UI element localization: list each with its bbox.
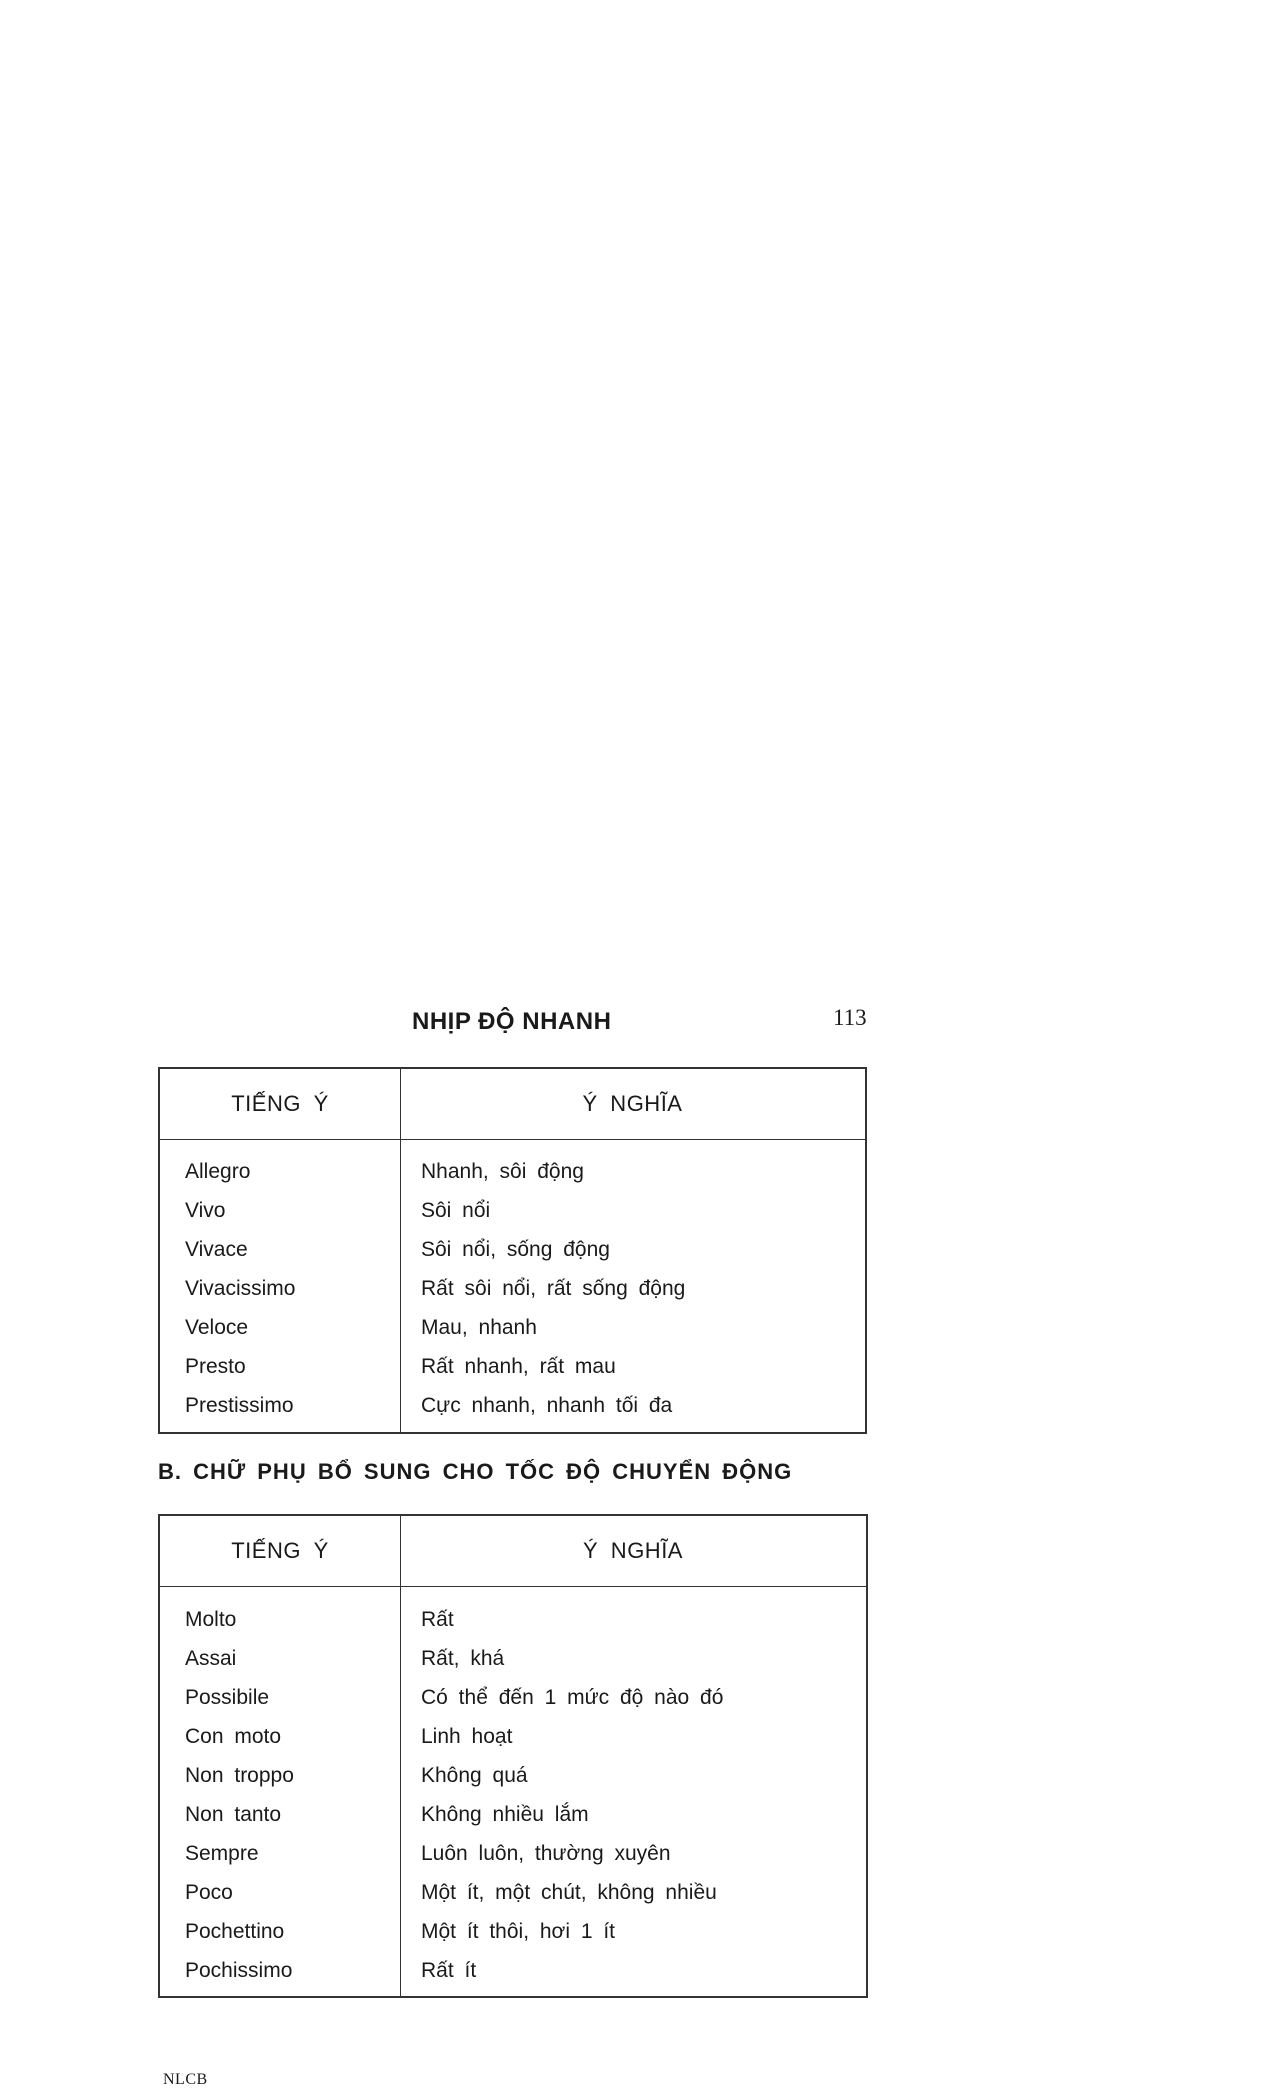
- table-row: [160, 1152, 865, 1191]
- page-title: NHỊP ĐỘ NHANH: [412, 1008, 612, 1035]
- meaning-cell: Sôi nổi: [421, 1198, 491, 1222]
- tempo-table: [158, 1067, 867, 1434]
- table-row: [160, 1951, 866, 1990]
- meaning-cell: Rất nhanh, rất mau: [421, 1354, 616, 1378]
- term-cell: Molto: [185, 1607, 237, 1631]
- header-divider: [160, 1586, 866, 1587]
- meaning-cell: Sôi nổi, sống động: [421, 1237, 610, 1261]
- term-cell: Vivace: [185, 1237, 248, 1261]
- tempo-modifier-table: [158, 1514, 868, 1998]
- term-cell: Poco: [185, 1880, 233, 1904]
- term-cell: Non tanto: [185, 1802, 282, 1826]
- term-cell: Allegro: [185, 1159, 251, 1183]
- header-divider: [160, 1139, 865, 1140]
- term-cell: Presto: [185, 1354, 246, 1378]
- term-cell: Vivo: [185, 1198, 226, 1222]
- meaning-cell: Nhanh, sôi động: [421, 1159, 584, 1183]
- term-cell: Possibile: [185, 1685, 270, 1709]
- term-cell: Sempre: [185, 1841, 259, 1865]
- table-body: [160, 1152, 865, 1425]
- table-row: [160, 1600, 866, 1639]
- meaning-cell: Luôn luôn, thường xuyên: [421, 1841, 671, 1865]
- term-cell: Pochettino: [185, 1919, 285, 1943]
- table-row: [160, 1678, 866, 1717]
- term-cell: Con moto: [185, 1724, 282, 1748]
- column-header-meaning: Ý NGHĨA: [583, 1538, 683, 1563]
- footer-text: NLCB: [163, 2071, 208, 2088]
- term-cell: Vivacissimo: [185, 1276, 296, 1300]
- meaning-cell: Một ít thôi, hơi 1 ít: [421, 1919, 616, 1943]
- meaning-cell: Không quá: [421, 1763, 528, 1787]
- term-cell: Assai: [185, 1646, 237, 1670]
- term-cell: Pochissimo: [185, 1958, 293, 1982]
- term-cell: Prestissimo: [185, 1393, 294, 1417]
- table-row: [160, 1795, 866, 1834]
- table-row: [160, 1347, 865, 1386]
- meaning-cell: Rất, khá: [421, 1646, 505, 1670]
- meaning-cell: Cực nhanh, nhanh tối đa: [421, 1393, 673, 1417]
- table-body: [160, 1600, 866, 1990]
- table-row: [160, 1873, 866, 1912]
- meaning-cell: Rất sôi nổi, rất sống động: [421, 1276, 686, 1300]
- term-cell: Non troppo: [185, 1763, 294, 1787]
- table-row: [160, 1639, 866, 1678]
- column-header-term: TIẾNG Ý: [231, 1091, 329, 1116]
- table-row: [160, 1308, 865, 1347]
- table-row: [160, 1717, 866, 1756]
- meaning-cell: Một ít, một chút, không nhiều: [421, 1880, 717, 1904]
- meaning-cell: Có thể đến 1 mức độ nào đó: [421, 1685, 724, 1709]
- table-row: [160, 1756, 866, 1795]
- column-header-term: TIẾNG Ý: [231, 1538, 329, 1563]
- meaning-cell: Không nhiều lắm: [421, 1802, 589, 1826]
- table-row: [160, 1834, 866, 1873]
- term-cell: Veloce: [185, 1315, 249, 1339]
- table-row: [160, 1386, 865, 1425]
- meaning-cell: Linh hoạt: [421, 1724, 513, 1748]
- column-header-meaning: Ý NGHĨA: [582, 1091, 683, 1116]
- page-number: 113: [833, 1005, 867, 1030]
- section-heading: B. CHỮ PHỤ BỔ SUNG CHO TỐC ĐỘ CHUYỂN ĐỘNG: [158, 1459, 793, 1484]
- meaning-cell: Mau, nhanh: [421, 1315, 537, 1339]
- meaning-cell: Rất ít: [421, 1958, 477, 1982]
- table-row: [160, 1191, 865, 1230]
- table-row: [160, 1269, 865, 1308]
- table-row: [160, 1912, 866, 1951]
- table-row: [160, 1230, 865, 1269]
- meaning-cell: Rất: [421, 1607, 454, 1631]
